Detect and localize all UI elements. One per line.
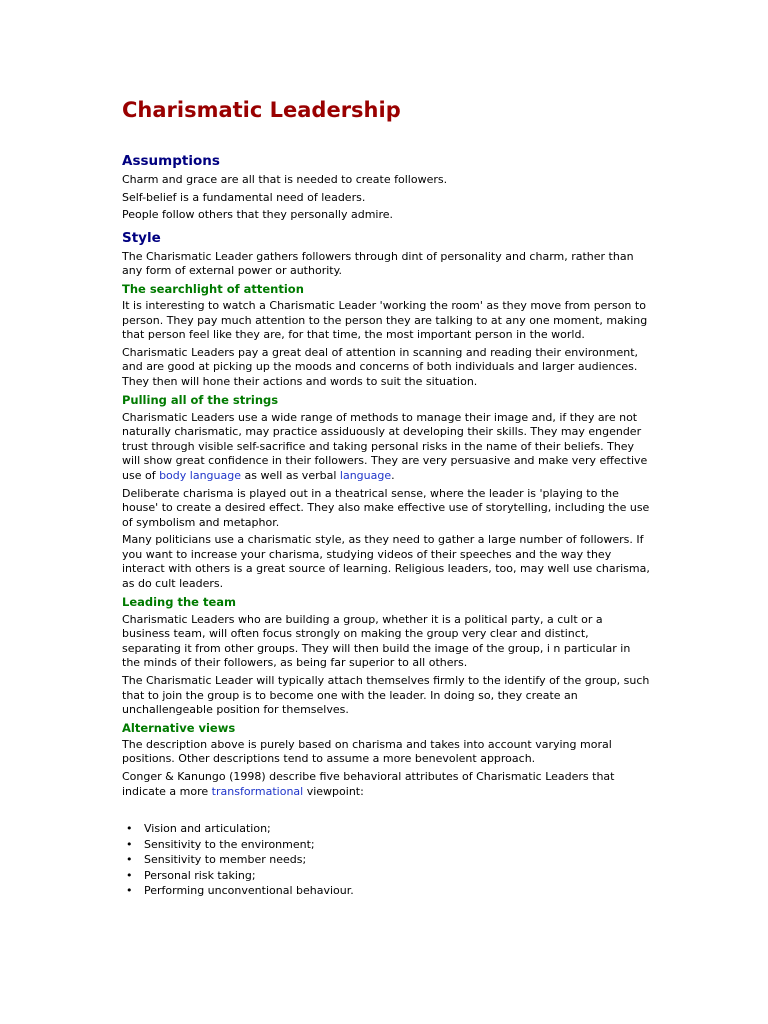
bullet-icon: • [126, 822, 133, 836]
alternative-paragraph-1: The description above is purely based on charisma and takes into account varying moral positions. Other descriptions tend to assume a more benevolent approach. [122, 737, 612, 766]
list-item [122, 852, 650, 868]
team-paragraph-1: Charismatic Leaders who are building a group, whether it is a political party, a cult or a business team, will often focus strongly on making the group very clear and distinct, separating it from other groups. They will then build the image of the group, i n particular in the minds of their followers, as being far superior to all others. [122, 612, 631, 670]
list-item-text: Personal risk taking; [144, 868, 256, 882]
assumption-line: Self-belief is a fundamental need of leaders. [122, 190, 366, 204]
attributes-list [106, 821, 650, 899]
team-paragraph-2: The Charismatic Leader will typically attach themselves firmly to the identify of the group, such that to join the group is to become one with the leader. In doing so, they create an unchallengeable position for themselves. [122, 674, 650, 717]
bullet-icon: • [126, 868, 133, 882]
list-item-text: Performing unconventional behaviour. [144, 884, 354, 898]
language-link[interactable]: language [339, 468, 392, 482]
list-item [122, 837, 650, 853]
list-item-text: Sensitivity to member needs; [144, 853, 307, 867]
heading-alternative: Alternative views [122, 720, 236, 735]
list-item-text: Sensitivity to the environment; [144, 837, 315, 851]
transformational-link[interactable]: transformational [211, 784, 304, 798]
strings-paragraph-1-end: . [391, 468, 395, 482]
article-content [122, 96, 650, 899]
heading-strings: Pulling all of the strings [122, 392, 279, 407]
page-title: Charismatic Leadership [122, 98, 401, 122]
style-intro: The Charismatic Leader gathers followers through dint of personality and charm, rather than any form of external power or authority. [122, 249, 634, 278]
heading-team: Leading the team [122, 594, 237, 609]
strings-paragraph-1-middle: as well as verbal [244, 468, 337, 482]
alternative-paragraph-2-end: viewpoint: [306, 784, 364, 798]
strings-paragraph-3: Many politicians use a charismatic style, as they need to gather a large number of followers. If you want to increase your charisma, studying videos of their speeches and the way they interact with others is a great source of learning. Religious leaders, too, may well use charisma, as do cult leaders. [122, 533, 650, 591]
strings-paragraph-1 [122, 411, 650, 484]
body-language-link[interactable]: body language [159, 468, 241, 482]
assumption-line: Charm and grace are all that is needed to create followers. [122, 173, 448, 186]
alternative-paragraph-2 [122, 770, 650, 799]
searchlight-paragraph-1: It is interesting to watch a Charismatic Leader 'working the room' as they move from person to person. They pay much attention to the person they are talking to at any one moment, making that person feel like they are, for that time, the most important person in the world. [122, 298, 648, 342]
bullet-icon: • [126, 884, 133, 898]
strings-paragraph-1-text: Charismatic Leaders use a wide range of methods to manage their image and, if they are not naturally charismatic, may practice assiduously at developing their skills. They may engender trust through visible self-sacrifice and taking personal risks in the name of their beliefs. They will show great confidence in their followers. They are very persuasive and make very effective use of [122, 410, 648, 482]
searchlight-paragraph-2: Charismatic Leaders pay a great deal of attention in scanning and reading their environment, and are good at picking up the moods and concerns of both individuals and larger audiences. They then will hone their actions and words to suit the situation. [122, 345, 639, 388]
strings-paragraph-2: Deliberate charisma is played out in a theatrical sense, where the leader is 'playing to the house' to create a desired effect. They also make effective use of storytelling, including the use of symbolism and metaphor. [122, 486, 650, 529]
heading-style: Style [122, 229, 161, 246]
heading-assumptions: Assumptions [122, 153, 220, 169]
bullet-icon: • [126, 853, 133, 867]
bullet-icon: • [126, 837, 133, 851]
list-item [122, 821, 650, 837]
alternative-paragraph-2-text: Conger & Kanungo (1998) describe five behavioral attributes of Charismatic Leaders that indicate a more [122, 770, 615, 798]
list-item [122, 868, 650, 884]
assumption-line: People follow others that they personally admire. [122, 208, 394, 222]
list-item-text: Vision and articulation; [144, 822, 271, 836]
list-item [122, 883, 650, 899]
heading-searchlight: The searchlight of attention [122, 281, 304, 296]
